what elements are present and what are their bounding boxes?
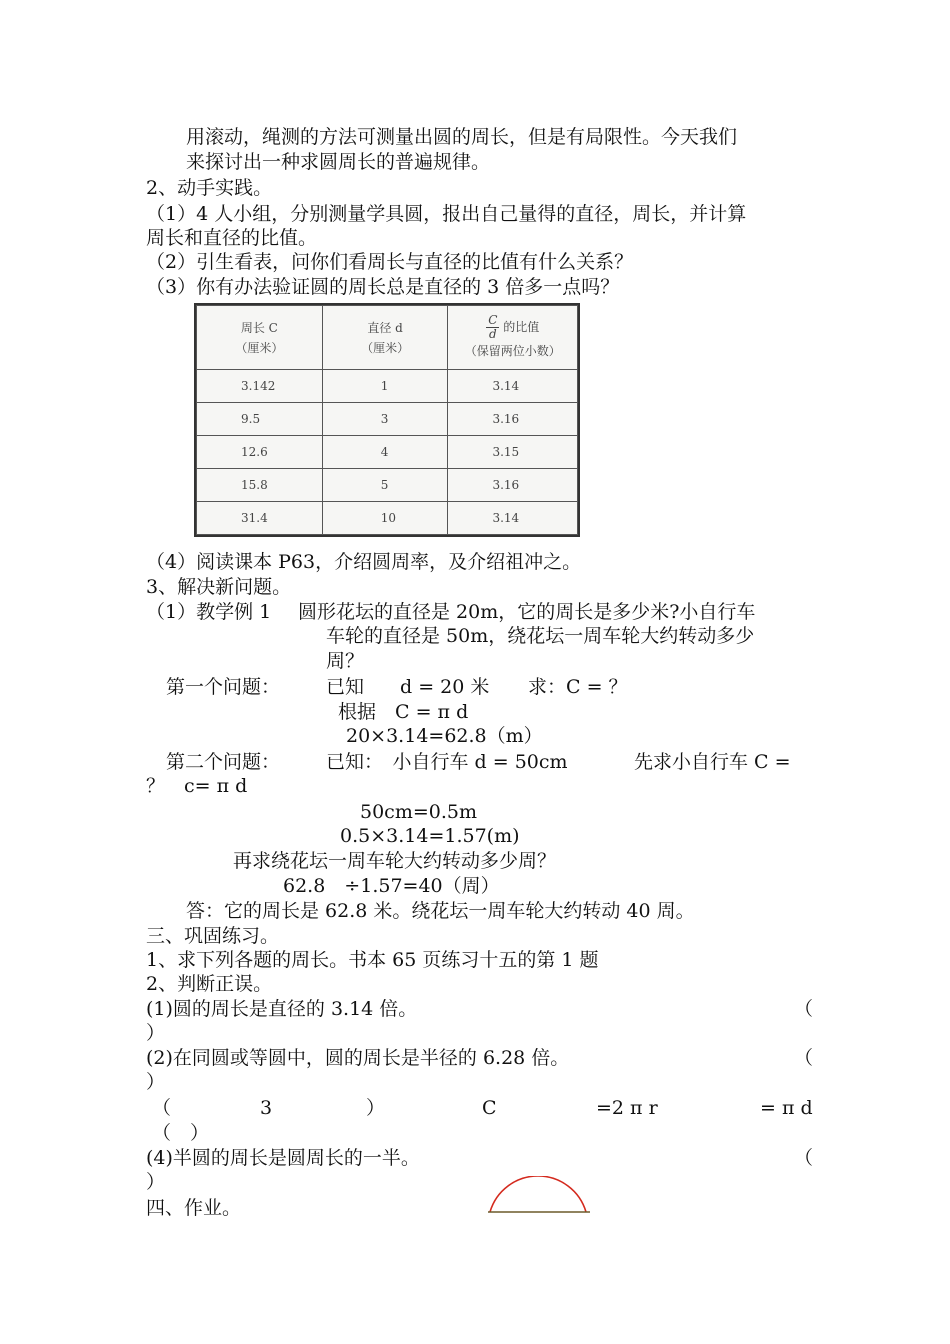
text-line: （1）教学例 1 — [146, 601, 272, 623]
table-header-cell: $\frac{C}{d}$ 的比值 （保留两位小数） — [448, 306, 578, 370]
section-heading: 三、巩固练习。 — [146, 925, 280, 947]
question-part: C — [482, 1097, 497, 1119]
text-line: （4）阅读课本 P63，介绍圆周率，及介绍祖冲之。 — [146, 551, 582, 573]
formula-line: 0.5×3.14=1.57(m) — [340, 825, 520, 847]
answer-bracket: ） — [146, 1022, 166, 1044]
table-cell: 3.14 — [448, 370, 578, 403]
question-part: = π d — [760, 1097, 813, 1119]
text-line: 先求小自行车 C = — [634, 751, 791, 773]
text-line: 已知 — [326, 676, 365, 698]
question-part: =2 π r — [596, 1097, 658, 1119]
answer-bracket: ） — [146, 1171, 166, 1193]
table-cell: 3.16 — [448, 469, 578, 502]
text-line: 1、求下列各题的周长。书本 65 页练习十五的第 1 题 — [146, 949, 599, 971]
table-cell: 10 — [322, 502, 448, 535]
table-cell: 5 — [322, 469, 448, 502]
fraction: $\frac{C}{d}$ — [488, 313, 498, 341]
question-line: (2)在同圆或等圆中，圆的周长是半径的 6.28 倍。 — [146, 1047, 570, 1069]
text-line: 已知： 小自行车 d = 50cm — [326, 751, 568, 773]
answer-bracket: ） — [146, 1071, 166, 1093]
table-cell: 12.6 — [197, 436, 323, 469]
formula-line: 50cm=0.5m — [360, 801, 477, 823]
text-line: （2）引生看表，问你们看周长与直径的比值有什么关系？ — [146, 251, 634, 273]
text-line: 第一个问题： — [166, 676, 281, 698]
question-part: （ — [152, 1097, 172, 1119]
text-line: ？ c= π d — [146, 775, 248, 797]
table-cell: 3.15 — [448, 436, 578, 469]
text-line: d = 20 米 — [400, 676, 490, 698]
semicircle-arc — [490, 1176, 586, 1212]
text-line: 求：C = ？ — [528, 676, 628, 698]
table-cell: 3.142 — [197, 370, 323, 403]
answer-bracket: （ ） — [152, 1122, 210, 1144]
ratio-table — [194, 303, 580, 537]
table-cell: 15.8 — [197, 469, 323, 502]
semicircle-figure — [484, 1176, 594, 1220]
table-cell: 1 — [322, 370, 448, 403]
question-part: 3 — [260, 1097, 273, 1119]
answer-line: 答：它的周长是 62.8 米。绕花坛一周车轮大约转动 40 周。 — [186, 900, 695, 922]
text-line: 圆形花坛的直径是 20m，它的周长是多少米?小自行车 — [298, 601, 756, 623]
text-line: 再求绕花坛一周车轮大约转动多少周？ — [233, 850, 557, 872]
text-line: （3）你有办法验证圆的周长总是直径的 3 倍多一点吗？ — [146, 276, 620, 298]
answer-bracket: （ — [794, 1147, 814, 1169]
table-cell: 3 — [322, 403, 448, 436]
text-line: 用滚动，绳测的方法可测量出圆的周长，但是有局限性。今天我们 — [186, 126, 738, 148]
table-header-cell: 直径 d （厘米） — [322, 306, 448, 370]
table-cell: 3.14 — [448, 502, 578, 535]
answer-bracket: （ — [794, 1047, 814, 1069]
section-heading: 3、解决新问题。 — [146, 576, 292, 598]
section-heading: 2、动手实践。 — [146, 177, 273, 199]
table-header-cell: 周长 C （厘米） — [197, 306, 323, 370]
formula-line: 62.8 ÷1.57=40（周） — [283, 875, 500, 897]
formula-line: 根据 C = π d — [338, 701, 469, 723]
section-heading: 四、作业。 — [146, 1197, 242, 1219]
question-part: ） — [366, 1097, 386, 1119]
table-cell: 4 — [322, 436, 448, 469]
question-line: (1)圆的周长是直径的 3.14 倍。 — [146, 998, 418, 1020]
text-line: 周？ — [326, 650, 365, 672]
formula-line: 20×3.14=62.8（m） — [346, 725, 543, 747]
answer-bracket: （ — [794, 998, 814, 1020]
text-line: 第二个问题： — [166, 751, 281, 773]
text-line: 周长和直径的比值。 — [146, 227, 318, 249]
question-line: (4)半圆的周长是圆周长的一半。 — [146, 1147, 420, 1169]
text-line: 来探讨出一种求圆周长的普遍规律。 — [186, 151, 491, 173]
table-cell: 3.16 — [448, 403, 578, 436]
text-line: 车轮的直径是 50m，绕花坛一周车轮大约转动多少 — [326, 625, 755, 647]
table-cell: 31.4 — [197, 502, 323, 535]
text-line: 2、判断正误。 — [146, 973, 273, 995]
text-line: （1）4 人小组，分别测量学具圆，报出自己量得的直径，周长，并计算 — [146, 203, 747, 225]
table-cell: 9.5 — [197, 403, 323, 436]
